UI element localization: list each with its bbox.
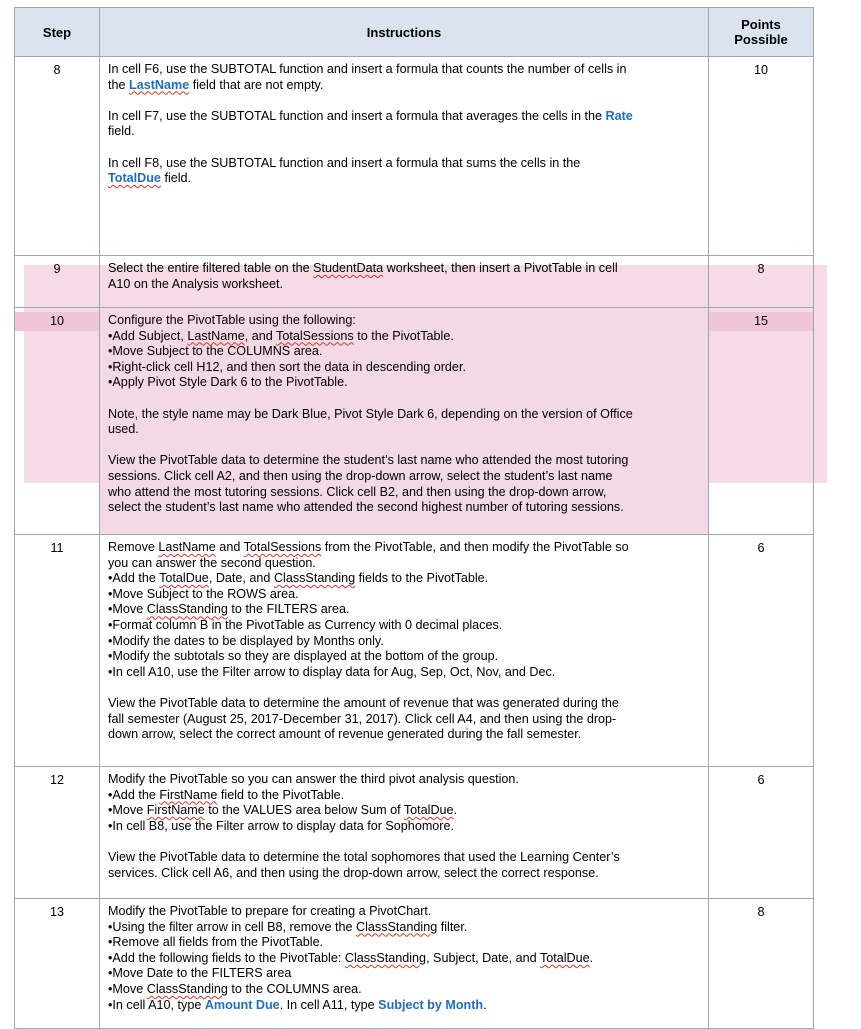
text-run: worksheet, then insert a PivotTable in cell [383,261,618,275]
text-run: field to the PivotTable. [217,787,345,802]
text-run: , and [244,328,277,343]
text-line [108,571,700,587]
text-line: •Format column B in the PivotTable as Currency with 0 decimal places. [108,617,503,632]
text-line: services. Click cell A6, and then using the drop-down arrow, select the correct response. [108,865,599,880]
paragraph [108,407,700,438]
points-value: 10 [709,57,814,256]
text-run: to the COLUMNS area. [227,981,362,996]
step-number-text: 10 [15,312,99,331]
points-value: 6 [709,767,814,899]
text-line [108,982,700,998]
text-run: . [589,950,594,965]
table-row [15,767,814,899]
text-line: •Move Subject to the COLUMNS area. [108,344,323,359]
paragraph [108,850,700,881]
text-line [108,329,700,345]
text-line: View the PivotTable data to determine the total sophomores that used the Learning Center’s [108,849,620,864]
text-line: fall semester (August 25, 2017-December 31, 2017). Click cell A4, and then using the drop- [108,711,617,726]
instructions-cell [100,308,709,535]
text-run: ClassStanding [146,981,228,996]
text-run: TotalDue [403,803,454,818]
paragraph [108,109,700,140]
text-run: the [108,77,130,92]
text-line: Configure the PivotTable using the following: [108,313,356,327]
points-value: 6 [709,535,814,767]
instructions-cell [100,256,709,308]
paragraph [108,772,700,834]
points-value [709,308,814,535]
text-run: field. [160,171,192,186]
table-row [15,899,814,1029]
table-row [15,535,814,767]
step-number: 11 [15,535,100,767]
text-run: StudentData [313,261,384,275]
instructions-cell [100,57,709,256]
text-run: •Using the filter arrow in cell B8, remove the [108,919,356,934]
text-line [108,920,700,936]
text-line [108,602,700,618]
text-line [108,951,700,967]
points-header-line1: Points [741,17,781,32]
points-value-text: 15 [709,312,813,331]
text-line [108,803,700,819]
field-name-link: LastName [129,77,190,92]
text-line: View the PivotTable data to determine the student’s last name who attended the most tutoring [108,453,629,468]
text-run: In cell F7, use the SUBTOTAL function and insert a formula that averages the cells in the [108,108,606,123]
text-run: •Add Subject, [108,328,188,343]
instructions-cell [100,535,709,767]
text-line: •Apply Pivot Style Dark 6 to the PivotTable. [108,375,348,390]
table-row [15,57,814,256]
step-number: 13 [15,899,100,1029]
text-run: •Move [108,803,147,818]
text-run: •Move [108,981,147,996]
text-run: TotalSessions [276,328,354,343]
text-run: from the PivotTable, and then modify the PivotTable so [321,540,629,554]
text-run: LastName [158,540,216,554]
text-line [108,788,700,804]
text-line [108,78,700,94]
text-run: LastName [187,328,245,343]
text-run: TotalDue [159,571,209,586]
text-line: select the student’s last name who attended the second highest number of tutoring sessions. [108,500,624,515]
text-run: •Add the [108,787,160,802]
text-line [108,998,700,1014]
text-run: to the VALUES area below Sum of [204,803,404,818]
paragraph [108,453,700,515]
text-run: TotalDue [539,950,590,965]
points-value: 8 [709,256,814,308]
step-header: Step [15,8,100,57]
step-number [15,308,100,535]
text-run: , Date, and [208,571,274,586]
text-line: Modify the PivotTable so you can answer the third pivot analysis question. [108,772,519,786]
text-line [108,540,700,556]
text-line: In cell F6, use the SUBTOTAL function and insert a formula that counts the number of cells in [108,62,627,76]
text-run: •Add the [108,571,160,586]
text-run: •In cell A10, type [108,997,205,1012]
text-line [108,109,700,125]
paragraph [108,313,700,391]
text-run: ClassStanding [146,602,228,617]
text-line: •Modify the dates to be displayed by Months only. [108,633,384,648]
text-line: down arrow, select the correct amount of revenue generated during the fall semester. [108,727,582,742]
text-run: ClassStanding [344,950,427,965]
text-run: filter. [437,919,468,934]
text-run: Select the entire filtered table on the [108,261,314,275]
paragraph [108,156,700,187]
text-run: FirstName [159,787,218,802]
step-number: 8 [15,57,100,256]
text-line: Note, the style name may be Dark Blue, Pivot Style Dark 6, depending on the version of Office [108,406,633,421]
instructions-table [14,7,814,1029]
field-name-link: Rate [605,108,633,123]
text-run: . [483,997,487,1012]
points-value: 8 [709,899,814,1029]
text-line: •Remove all fields from the PivotTable. [108,935,324,950]
paragraph [108,540,700,680]
text-run: TotalSessions [243,540,322,554]
text-run: ClassStanding [356,919,438,934]
text-run: . In cell A11, type [279,997,379,1012]
paragraph [108,696,700,743]
text-run: to the PivotTable. [353,328,454,343]
text-line: •Move Subject to the ROWS area. [108,586,299,601]
text-line [108,261,700,277]
points-header [709,8,814,57]
text-run: FirstName [146,803,205,818]
text-line: you can answer the second question. [108,555,316,570]
text-line: •In cell A10, use the Filter arrow to display data for Aug, Sep, Oct, Nov, and Dec. [108,664,556,679]
text-run: •Move [108,602,147,617]
typed-value: Amount Due [204,997,280,1012]
header-row [15,8,814,57]
step-number: 9 [15,256,100,308]
text-line: •Modify the subtotals so they are displayed at the bottom of the group. [108,649,499,664]
instructions-header: Instructions [100,8,709,57]
text-run: ClassStanding [273,571,356,586]
text-line: •Right-click cell H12, and then sort the data in descending order. [108,359,466,374]
text-line: used. [108,422,139,437]
text-run: and [215,540,244,554]
text-line [108,171,700,187]
typed-value: Subject by Month [378,997,484,1012]
text-run: field that are not empty. [189,77,324,92]
text-line: View the PivotTable data to determine the amount of revenue that was generated during the [108,695,619,710]
paragraph [108,62,700,93]
text-line: •Move Date to the FILTERS area [108,966,292,981]
text-run: Remove [108,540,159,554]
instructions-cell [100,767,709,899]
text-line: sessions. Click cell A2, and then using the drop-down arrow, select the student’s last name [108,468,613,483]
points-header-line2: Possible [734,32,788,47]
step-number: 12 [15,767,100,899]
text-run: , Subject, Date, and [426,950,540,965]
instructions-cell [100,899,709,1029]
text-run: •Add the following fields to the PivotTable: [108,950,345,965]
text-run: to the FILTERS area. [227,602,350,617]
table-row-highlighted [15,308,814,535]
text-line: field. [108,124,135,139]
text-line: A10 on the Analysis worksheet. [108,276,284,291]
text-line: who attend the most tutoring sessions. Click cell B2, and then using the drop-down arrow, [108,484,607,499]
text-line: •In cell B8, use the Filter arrow to display data for Sophomore. [108,818,455,833]
text-run: fields to the PivotTable. [355,571,489,586]
text-run: . [453,803,458,818]
text-line: In cell F8, use the SUBTOTAL function and insert a formula that sums the cells in the [108,155,581,170]
text-line: Modify the PivotTable to prepare for creating a PivotChart. [108,904,432,918]
table-row [15,256,814,308]
field-name-link: TotalDue [108,171,161,186]
